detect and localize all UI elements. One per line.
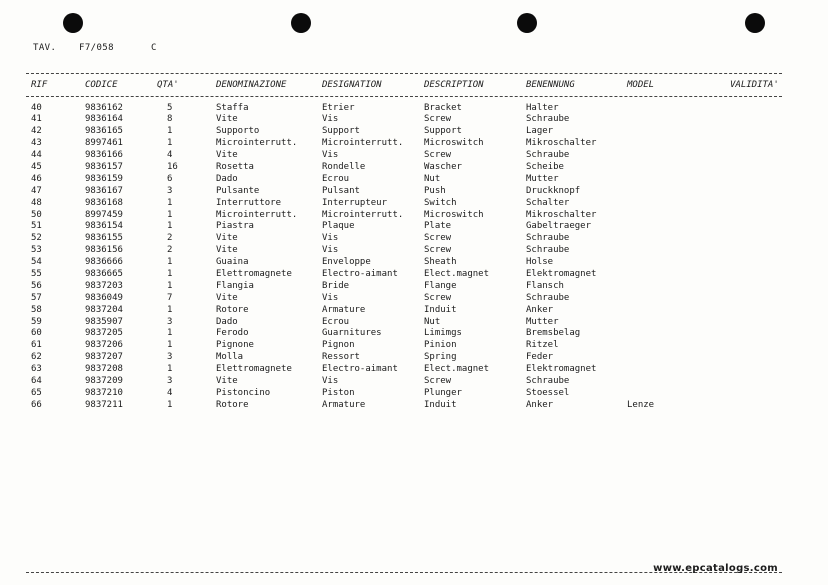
col-designation: DESIGNATION xyxy=(322,80,382,90)
cell-rif: 43 xyxy=(31,138,42,149)
punch-hole xyxy=(63,13,83,33)
cell-qta: 1 xyxy=(167,138,173,149)
cell-description: Screw xyxy=(424,375,452,386)
cell-description: Elect.magnet xyxy=(424,268,490,279)
cell-designation: Vis xyxy=(322,150,339,161)
cell-denominazione: Microinterrutt. xyxy=(216,209,298,220)
cell-rif: 55 xyxy=(31,268,42,279)
cell-designation: Plaque xyxy=(322,221,355,232)
header-rule xyxy=(26,96,782,97)
cell-rif: 59 xyxy=(31,316,42,327)
col-qta: QTA' xyxy=(157,80,179,90)
tav-label: TAV. xyxy=(33,43,57,53)
cell-rif: 51 xyxy=(31,221,42,232)
cell-designation: Microinterrutt. xyxy=(322,138,404,149)
table-row xyxy=(0,340,828,352)
cell-rif: 48 xyxy=(31,197,42,208)
cell-description: Nut xyxy=(424,173,441,184)
cell-qta: 6 xyxy=(167,173,173,184)
watermark-url: www.epcatalogs.com xyxy=(653,563,778,574)
revision-letter: C xyxy=(151,43,157,53)
cell-qta: 1 xyxy=(167,197,173,208)
cell-codice: 9836168 xyxy=(85,197,123,208)
cell-rif: 64 xyxy=(31,375,42,386)
cell-benennung: Halter xyxy=(526,102,559,113)
table-row xyxy=(0,305,828,317)
cell-description: Screw xyxy=(424,292,452,303)
cell-denominazione: Supporto xyxy=(216,126,260,137)
cell-denominazione: Interruttore xyxy=(216,197,282,208)
table-row xyxy=(0,281,828,293)
cell-rif: 53 xyxy=(31,245,42,256)
cell-description: Screw xyxy=(424,245,452,256)
cell-designation: Support xyxy=(322,126,360,137)
cell-benennung: Druckknopf xyxy=(526,185,581,196)
cell-denominazione: Pistoncino xyxy=(216,387,271,398)
cell-designation: Ecrou xyxy=(322,173,350,184)
cell-codice: 9836165 xyxy=(85,126,123,137)
cell-qta: 5 xyxy=(167,102,173,113)
col-codice: CODICE xyxy=(85,80,118,90)
cell-benennung: Mutter xyxy=(526,173,559,184)
cell-qta: 8 xyxy=(167,114,173,125)
cell-benennung: Anker xyxy=(526,399,554,410)
cell-designation: Bride xyxy=(322,280,350,291)
cell-designation: Electro-aimant xyxy=(322,268,398,279)
col-rif: RIF xyxy=(31,80,48,90)
col-model: MODEL xyxy=(627,80,655,90)
cell-rif: 54 xyxy=(31,257,42,268)
table-row xyxy=(0,103,828,115)
cell-designation: Piston xyxy=(322,387,355,398)
cell-denominazione: Pignone xyxy=(216,340,254,351)
cell-description: Elect.magnet xyxy=(424,364,490,375)
cell-benennung: Stoessel xyxy=(526,387,570,398)
table-row xyxy=(0,186,828,198)
table-row xyxy=(0,221,828,233)
col-denominazione: DENOMINAZIONE xyxy=(216,80,287,90)
cell-description: Microswitch xyxy=(424,138,484,149)
cell-denominazione: Rotore xyxy=(216,399,249,410)
cell-designation: Electro-aimant xyxy=(322,364,398,375)
cell-codice: 9837206 xyxy=(85,340,123,351)
cell-designation: Vis xyxy=(322,233,339,244)
table-row xyxy=(0,317,828,329)
cell-denominazione: Vite xyxy=(216,150,238,161)
cell-denominazione: Elettromagnete xyxy=(216,364,292,375)
cell-designation: Ecrou xyxy=(322,316,350,327)
cell-benennung: Schraube xyxy=(526,114,570,125)
table-row xyxy=(0,245,828,257)
cell-qta: 3 xyxy=(167,316,173,327)
cell-qta: 1 xyxy=(167,280,173,291)
cell-description: Screw xyxy=(424,114,452,125)
cell-benennung: Anker xyxy=(526,304,554,315)
cell-benennung: Holse xyxy=(526,257,554,268)
cell-description: Sheath xyxy=(424,257,457,268)
cell-rif: 42 xyxy=(31,126,42,137)
cell-description: Screw xyxy=(424,233,452,244)
cell-codice: 9836166 xyxy=(85,150,123,161)
col-benennung: BENENNUNG xyxy=(526,80,575,90)
table-row xyxy=(0,364,828,376)
cell-qta: 1 xyxy=(167,399,173,410)
cell-description: Induit xyxy=(424,304,457,315)
cell-codice: 9836164 xyxy=(85,114,123,125)
cell-designation: Interrupteur xyxy=(322,197,388,208)
cell-description: Flange xyxy=(424,280,457,291)
cell-benennung: Scheibe xyxy=(526,161,564,172)
cell-benennung: Schraube xyxy=(526,245,570,256)
cell-benennung: Gabeltraeger xyxy=(526,221,592,232)
table-row xyxy=(0,400,828,412)
cell-denominazione: Rosetta xyxy=(216,161,254,172)
cell-qta: 1 xyxy=(167,221,173,232)
table-row xyxy=(0,388,828,400)
col-description: DESCRIPTION xyxy=(424,80,484,90)
cell-denominazione: Dado xyxy=(216,316,238,327)
top-rule xyxy=(26,73,782,74)
cell-codice: 9837207 xyxy=(85,352,123,363)
cell-model: Lenze xyxy=(627,399,655,410)
cell-description: Spring xyxy=(424,352,457,363)
cell-codice: 9837209 xyxy=(85,375,123,386)
table-row xyxy=(0,233,828,245)
cell-description: Pinion xyxy=(424,340,457,351)
cell-denominazione: Piastra xyxy=(216,221,254,232)
cell-description: Support xyxy=(424,126,462,137)
cell-codice: 9836157 xyxy=(85,161,123,172)
cell-rif: 56 xyxy=(31,280,42,291)
cell-description: Nut xyxy=(424,316,441,327)
cell-codice: 9837211 xyxy=(85,399,123,410)
tav-value: F7/058 xyxy=(79,43,114,53)
cell-qta: 1 xyxy=(167,364,173,375)
cell-designation: Pignon xyxy=(322,340,355,351)
punch-hole xyxy=(517,13,537,33)
cell-codice: 9837210 xyxy=(85,387,123,398)
cell-denominazione: Staffa xyxy=(216,102,249,113)
table-row xyxy=(0,150,828,162)
cell-designation: Vis xyxy=(322,114,339,125)
cell-designation: Vis xyxy=(322,245,339,256)
cell-benennung: Bremsbelag xyxy=(526,328,581,339)
cell-designation: Armature xyxy=(322,399,366,410)
cell-rif: 45 xyxy=(31,161,42,172)
cell-description: Wascher xyxy=(424,161,462,172)
punch-hole xyxy=(745,13,765,33)
cell-rif: 60 xyxy=(31,328,42,339)
cell-denominazione: Dado xyxy=(216,173,238,184)
cell-designation: Microinterrutt. xyxy=(322,209,404,220)
cell-description: Induit xyxy=(424,399,457,410)
cell-rif: 62 xyxy=(31,352,42,363)
cell-benennung: Lager xyxy=(526,126,554,137)
cell-denominazione: Guaina xyxy=(216,257,249,268)
cell-qta: 1 xyxy=(167,257,173,268)
cell-denominazione: Vite xyxy=(216,233,238,244)
cell-codice: 9836155 xyxy=(85,233,123,244)
cell-rif: 66 xyxy=(31,399,42,410)
cell-designation: Ressort xyxy=(322,352,360,363)
cell-codice: 9837204 xyxy=(85,304,123,315)
cell-rif: 46 xyxy=(31,173,42,184)
cell-codice: 9837203 xyxy=(85,280,123,291)
cell-qta: 1 xyxy=(167,268,173,279)
table-row xyxy=(0,162,828,174)
cell-description: Push xyxy=(424,185,446,196)
cell-designation: Armature xyxy=(322,304,366,315)
cell-denominazione: Flangia xyxy=(216,280,254,291)
cell-rif: 40 xyxy=(31,102,42,113)
cell-benennung: Mikroschalter xyxy=(526,138,597,149)
cell-benennung: Schraube xyxy=(526,292,570,303)
cell-rif: 65 xyxy=(31,387,42,398)
cell-qta: 2 xyxy=(167,245,173,256)
cell-qta: 4 xyxy=(167,387,173,398)
cell-codice: 9836162 xyxy=(85,102,123,113)
cell-denominazione: Vite xyxy=(216,114,238,125)
table-row xyxy=(0,138,828,150)
table-row xyxy=(0,210,828,222)
cell-rif: 52 xyxy=(31,233,42,244)
cell-designation: Pulsant xyxy=(322,185,360,196)
cell-denominazione: Molla xyxy=(216,352,244,363)
cell-qta: 1 xyxy=(167,328,173,339)
cell-designation: Etrier xyxy=(322,102,355,113)
cell-description: Bracket xyxy=(424,102,462,113)
cell-benennung: Elektromagnet xyxy=(526,364,597,375)
cell-codice: 9836665 xyxy=(85,268,123,279)
cell-codice: 9836049 xyxy=(85,292,123,303)
cell-benennung: Feder xyxy=(526,352,554,363)
cell-qta: 3 xyxy=(167,185,173,196)
table-row xyxy=(0,126,828,138)
cell-denominazione: Elettromagnete xyxy=(216,268,292,279)
cell-rif: 50 xyxy=(31,209,42,220)
cell-designation: Vis xyxy=(322,375,339,386)
cell-benennung: Schraube xyxy=(526,375,570,386)
cell-rif: 61 xyxy=(31,340,42,351)
cell-benennung: Elektromagnet xyxy=(526,268,597,279)
table-row xyxy=(0,376,828,388)
cell-qta: 2 xyxy=(167,233,173,244)
cell-designation: Rondelle xyxy=(322,161,366,172)
cell-denominazione: Ferodo xyxy=(216,328,249,339)
cell-codice: 9836167 xyxy=(85,185,123,196)
cell-codice: 9836154 xyxy=(85,221,123,232)
cell-rif: 41 xyxy=(31,114,42,125)
table-row xyxy=(0,174,828,186)
table-row xyxy=(0,114,828,126)
cell-denominazione: Rotore xyxy=(216,304,249,315)
cell-designation: Enveloppe xyxy=(322,257,371,268)
cell-designation: Vis xyxy=(322,292,339,303)
cell-benennung: Schalter xyxy=(526,197,570,208)
cell-benennung: Schraube xyxy=(526,233,570,244)
table-row xyxy=(0,328,828,340)
table-row xyxy=(0,352,828,364)
cell-benennung: Mutter xyxy=(526,316,559,327)
cell-codice: 9835907 xyxy=(85,316,123,327)
cell-rif: 63 xyxy=(31,364,42,375)
parts-table xyxy=(0,103,828,412)
cell-description: Microswitch xyxy=(424,209,484,220)
cell-description: Plate xyxy=(424,221,452,232)
cell-description: Switch xyxy=(424,197,457,208)
cell-qta: 1 xyxy=(167,340,173,351)
table-row xyxy=(0,257,828,269)
cell-qta: 4 xyxy=(167,150,173,161)
table-row xyxy=(0,198,828,210)
cell-rif: 57 xyxy=(31,292,42,303)
cell-denominazione: Pulsante xyxy=(216,185,260,196)
cell-qta: 3 xyxy=(167,375,173,386)
cell-description: Limimgs xyxy=(424,328,462,339)
table-row xyxy=(0,293,828,305)
cell-codice: 8997461 xyxy=(85,138,123,149)
cell-qta: 1 xyxy=(167,209,173,220)
cell-codice: 9837208 xyxy=(85,364,123,375)
punch-hole xyxy=(291,13,311,33)
cell-description: Plunger xyxy=(424,387,462,398)
cell-benennung: Schraube xyxy=(526,150,570,161)
cell-qta: 7 xyxy=(167,292,173,303)
cell-codice: 8997459 xyxy=(85,209,123,220)
cell-denominazione: Vite xyxy=(216,292,238,303)
cell-codice: 9836159 xyxy=(85,173,123,184)
cell-denominazione: Vite xyxy=(216,245,238,256)
cell-rif: 58 xyxy=(31,304,42,315)
cell-rif: 44 xyxy=(31,150,42,161)
cell-codice: 9836666 xyxy=(85,257,123,268)
cell-qta: 1 xyxy=(167,304,173,315)
cell-designation: Guarnitures xyxy=(322,328,382,339)
cell-benennung: Mikroschalter xyxy=(526,209,597,220)
cell-denominazione: Microinterrutt. xyxy=(216,138,298,149)
cell-qta: 3 xyxy=(167,352,173,363)
cell-qta: 1 xyxy=(167,126,173,137)
cell-codice: 9837205 xyxy=(85,328,123,339)
cell-qta: 16 xyxy=(167,161,178,172)
cell-benennung: Flansch xyxy=(526,280,564,291)
cell-codice: 9836156 xyxy=(85,245,123,256)
cell-denominazione: Vite xyxy=(216,375,238,386)
cell-benennung: Ritzel xyxy=(526,340,559,351)
cell-description: Screw xyxy=(424,150,452,161)
cell-rif: 47 xyxy=(31,185,42,196)
column-headers xyxy=(0,80,828,92)
col-validita: VALIDITA' xyxy=(730,80,779,90)
table-row xyxy=(0,269,828,281)
